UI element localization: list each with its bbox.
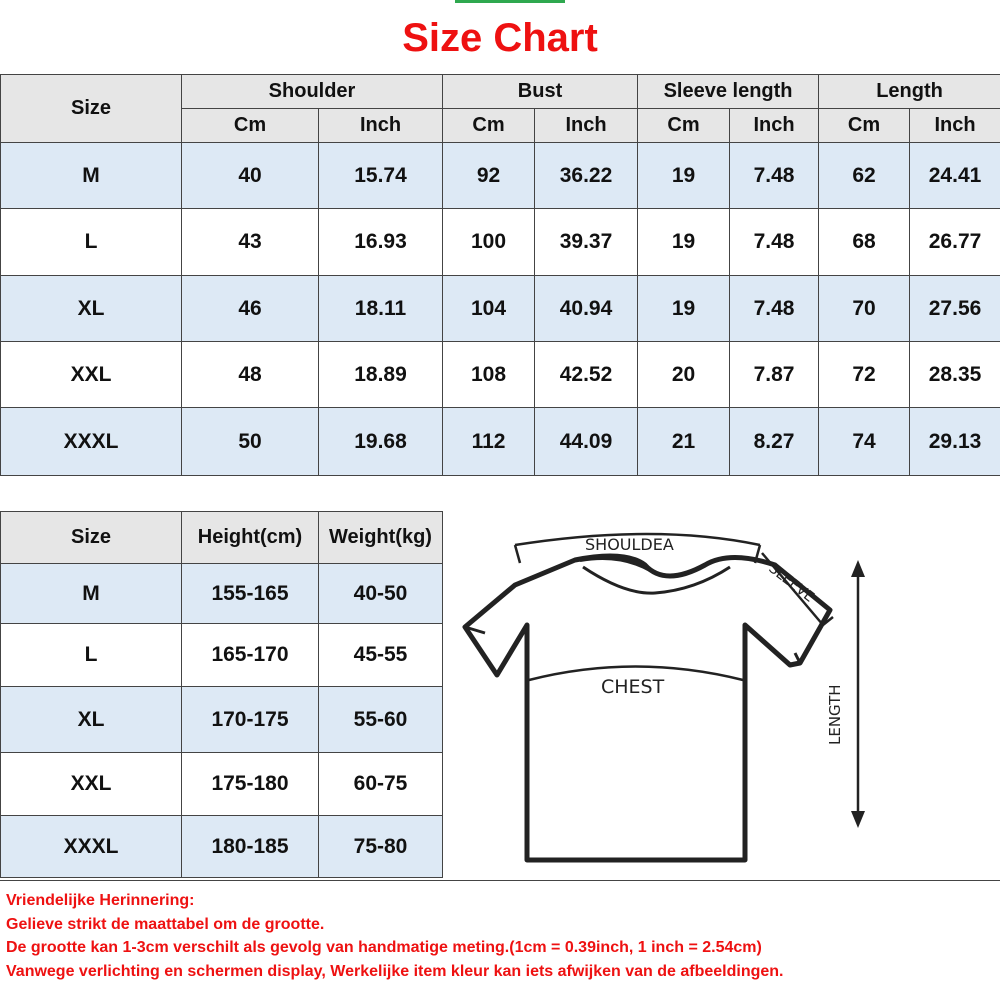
- value-cell: 19.68: [319, 408, 443, 476]
- size-cell: M: [1, 143, 182, 209]
- wh-header-weight: Weight(kg): [319, 512, 443, 564]
- value-cell: 7.48: [730, 143, 819, 209]
- note-line: Gelieve strikt de maattabel om de grootte.: [6, 915, 325, 933]
- value-cell: 62: [819, 143, 910, 209]
- value-cell: 19: [638, 276, 730, 342]
- size-table: [0, 74, 1000, 476]
- table-row: [1, 276, 1000, 342]
- value-cell: 108: [443, 342, 535, 408]
- value-cell: 29.13: [910, 408, 1000, 476]
- size-cell: XL: [1, 276, 182, 342]
- size-cell: XXXL: [1, 408, 182, 476]
- value-cell: 75-80: [319, 816, 443, 878]
- value-cell: 46: [182, 276, 319, 342]
- tshirt-measurement-diagram: [455, 515, 875, 875]
- sleeve-label: SLEEVE: [765, 560, 818, 606]
- top-accent-line: [455, 0, 565, 3]
- table-row: [1, 816, 443, 878]
- value-cell: 68: [819, 209, 910, 276]
- value-cell: 45-55: [319, 624, 443, 687]
- notes-section: [0, 880, 1000, 1000]
- height-weight-table: [0, 511, 443, 878]
- value-cell: 104: [443, 276, 535, 342]
- size-cell: XXL: [1, 342, 182, 408]
- value-cell: 16.93: [319, 209, 443, 276]
- wh-header-size: Size: [1, 512, 182, 564]
- group-header-length: Length: [819, 75, 1000, 109]
- value-cell: 36.22: [535, 143, 638, 209]
- size-cell: L: [1, 209, 182, 276]
- value-cell: 40: [182, 143, 319, 209]
- length-label: LENGTH: [826, 684, 844, 745]
- wh-header-height: Height(cm): [182, 512, 319, 564]
- table-row: [1, 753, 443, 816]
- size-cell: XXL: [1, 753, 182, 816]
- unit-header: Inch: [319, 109, 443, 143]
- value-cell: 70: [819, 276, 910, 342]
- table-row: [1, 564, 443, 624]
- size-cell: XL: [1, 687, 182, 753]
- value-cell: 42.52: [535, 342, 638, 408]
- value-cell: 165-170: [182, 624, 319, 687]
- value-cell: 26.77: [910, 209, 1000, 276]
- note-line: Vanwege verlichting en schermen display, Werkelijke item kleur kan iets afwijken van de afbeeldingen.: [6, 962, 784, 980]
- group-header-sleeve: Sleeve length: [638, 75, 819, 109]
- value-cell: 18.89: [319, 342, 443, 408]
- unit-header: Inch: [535, 109, 638, 143]
- value-cell: 21: [638, 408, 730, 476]
- unit-header: Cm: [819, 109, 910, 143]
- unit-header: Cm: [182, 109, 319, 143]
- note-line: De grootte kan 1-3cm verschilt als gevolg van handmatige meting.(1cm = 0.39inch, 1 inch = 2.54cm): [6, 939, 762, 956]
- value-cell: 155-165: [182, 564, 319, 624]
- value-cell: 40.94: [535, 276, 638, 342]
- unit-header: Inch: [910, 109, 1000, 143]
- value-cell: 74: [819, 408, 910, 476]
- value-cell: 170-175: [182, 687, 319, 753]
- size-cell: M: [1, 564, 182, 624]
- table-row: [1, 143, 1000, 209]
- value-cell: 20: [638, 342, 730, 408]
- value-cell: 18.11: [319, 276, 443, 342]
- table-row: [1, 624, 443, 687]
- table-row: [1, 687, 443, 753]
- size-cell: L: [1, 624, 182, 687]
- table-row: [1, 408, 1000, 476]
- value-cell: 72: [819, 342, 910, 408]
- value-cell: 43: [182, 209, 319, 276]
- value-cell: 175-180: [182, 753, 319, 816]
- group-header-bust: Bust: [443, 75, 638, 109]
- value-cell: 19: [638, 143, 730, 209]
- unit-header: Cm: [638, 109, 730, 143]
- value-cell: 15.74: [319, 143, 443, 209]
- value-cell: 7.48: [730, 209, 819, 276]
- unit-header: Cm: [443, 109, 535, 143]
- size-cell: XXXL: [1, 816, 182, 878]
- value-cell: 50: [182, 408, 319, 476]
- shoulder-label: SHOULDEA: [585, 535, 674, 554]
- table-row: [1, 209, 1000, 276]
- value-cell: 92: [443, 143, 535, 209]
- value-cell: 24.41: [910, 143, 1000, 209]
- page-title: Size Chart: [402, 16, 598, 60]
- value-cell: 8.27: [730, 408, 819, 476]
- value-cell: 40-50: [319, 564, 443, 624]
- value-cell: 7.48: [730, 276, 819, 342]
- value-cell: 112: [443, 408, 535, 476]
- value-cell: 55-60: [319, 687, 443, 753]
- value-cell: 180-185: [182, 816, 319, 878]
- value-cell: 28.35: [910, 342, 1000, 408]
- value-cell: 19: [638, 209, 730, 276]
- note-line: Vriendelijke Herinnering:: [6, 892, 195, 909]
- value-cell: 7.87: [730, 342, 819, 408]
- unit-header: Inch: [730, 109, 819, 143]
- tshirt-outline-icon: [455, 515, 875, 875]
- value-cell: 100: [443, 209, 535, 276]
- value-cell: 27.56: [910, 276, 1000, 342]
- group-header-shoulder: Shoulder: [182, 75, 443, 109]
- value-cell: 60-75: [319, 753, 443, 816]
- value-cell: 48: [182, 342, 319, 408]
- value-cell: 44.09: [535, 408, 638, 476]
- value-cell: 39.37: [535, 209, 638, 276]
- chest-label: CHEST: [601, 676, 665, 698]
- size-header: Size: [1, 75, 182, 143]
- table-row: [1, 342, 1000, 408]
